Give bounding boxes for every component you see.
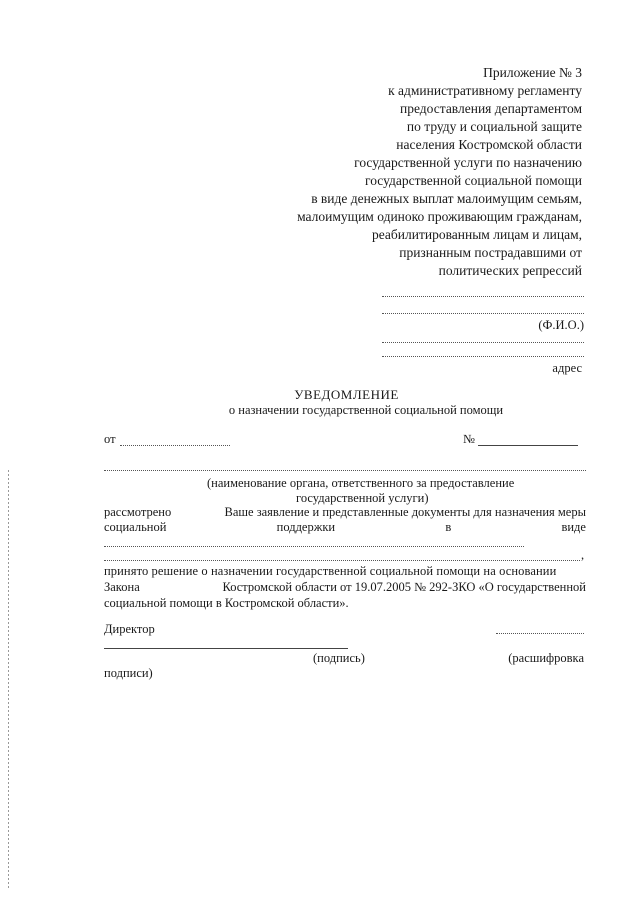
body-word: рассмотрено	[104, 505, 172, 519]
appendix-line: Приложение № 3	[483, 65, 582, 80]
body-word: Ваше заявление и представленные документы для назначения меры	[224, 505, 586, 519]
decision-line-2	[104, 580, 586, 595]
signature-caption: (подпись)	[313, 651, 365, 665]
appendix-line: предоставления департаментом	[400, 101, 582, 116]
decision-word: Закона	[104, 580, 140, 594]
body-line-2	[104, 520, 586, 535]
organization-line[interactable]	[104, 470, 586, 471]
decoding-caption-cont: подписи)	[104, 666, 153, 680]
decoding-caption: (расшифровка	[508, 651, 584, 665]
number-field[interactable]	[478, 445, 578, 446]
organization-caption-cont: государственной услуги)	[296, 491, 429, 505]
support-type-line[interactable]	[104, 546, 524, 547]
appendix-line: к административному регламенту	[388, 83, 582, 98]
notice-title: УВЕДОМЛЕНИЕ	[294, 387, 399, 402]
number-label: №	[463, 432, 475, 446]
appendix-line: признанным пострадавшими от	[399, 245, 582, 260]
date-from-label: от	[104, 432, 116, 446]
address-label: адрес	[552, 361, 582, 375]
body-word: виде	[561, 520, 586, 534]
appendix-line: в виде денежных выплат малоимущим семьям,	[311, 191, 582, 206]
scan-edge-artifact	[8, 470, 9, 890]
body-line-1	[104, 505, 586, 520]
body-word: поддержки	[276, 520, 336, 534]
appendix-line: государственной услуги по назначению	[354, 155, 582, 170]
recipient-name-line	[382, 296, 584, 297]
decision-line-1: принято решение о назначении государственной социальной помощи на основании	[104, 564, 557, 578]
decision-line-3: социальной помощи в Костромской области».	[104, 596, 349, 610]
organization-caption: (наименование органа, ответственного за предоставление	[207, 476, 515, 490]
director-label: Директор	[104, 622, 155, 636]
support-type-line-2[interactable]	[104, 560, 580, 561]
date-field[interactable]	[120, 445, 230, 446]
appendix-line: государственной социальной помощи	[365, 173, 582, 188]
signature-field[interactable]	[104, 648, 348, 649]
decision-word: Костромской области от 19.07.2005 № 292-ЗКО «О государственной	[222, 580, 586, 594]
comma: ,	[581, 548, 585, 562]
appendix-line: политических репрессий	[438, 263, 582, 278]
notice-subtitle: о назначении государственной социальной помощи	[228, 403, 504, 417]
appendix-line: реабилитированным лицам и лицам,	[372, 227, 582, 242]
decoding-field[interactable]	[496, 633, 584, 634]
recipient-name-line-2	[382, 313, 584, 314]
appendix-line: по труду и социальной защите	[406, 119, 582, 134]
body-word: в	[445, 520, 452, 534]
body-word: социальной	[104, 520, 167, 534]
appendix-line: малоимущим одиноко проживающим гражданам,	[297, 209, 582, 224]
address-line	[382, 342, 584, 343]
address-line-2	[382, 356, 584, 357]
fio-label: (Ф.И.О.)	[538, 318, 584, 332]
appendix-line: населения Костромской области	[396, 137, 582, 152]
